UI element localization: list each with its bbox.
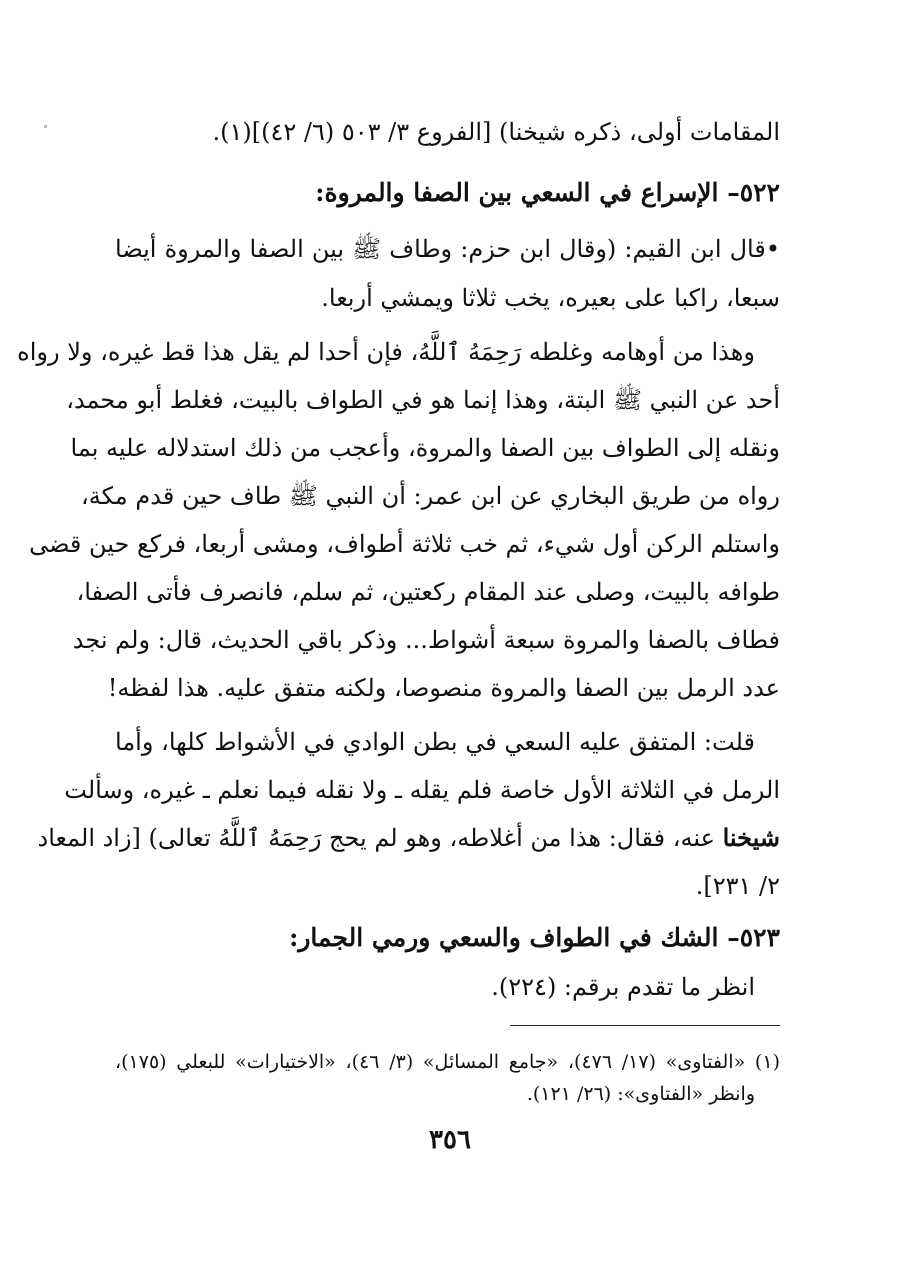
footnote-separator	[510, 1025, 780, 1026]
text-line: ونقله إلى الطواف بين الصفا والمروة، وأعجب من ذلك استدلاله عليه بما	[70, 434, 780, 462]
text-line: أحد عن النبي ﷺ البتة، وهذا إنما هو في الطواف بالبيت، فغلط أبو محمد،	[66, 386, 780, 414]
text-line: الرمل في الثلاثة الأول خاصة فلم يقله ـ ولا نقله فيما نعلم ـ غيره، وسألت	[64, 776, 780, 804]
section-heading-522: ٥٢٢– الإسراع في السعي بين الصفا والمروة:	[315, 178, 780, 207]
section-heading-523: ٥٢٣– الشك في الطواف والسعي ورمي الجمار:	[289, 923, 780, 952]
text-line: طوافه بالبيت، وصلى عند المقام ركعتين، ثم سلم، فانصرف فأتى الصفا،	[76, 578, 780, 606]
text-line: عدد الرمل بين الصفا والمروة منصوصا، ولكنه متفق عليه. هذا لفظه!	[107, 674, 780, 702]
text-line: سبعا، راكبا على بعيره، يخب ثلاثا ويمشي أربعا.	[321, 284, 780, 312]
text-line	[37, 823, 780, 853]
scan-speck	[44, 125, 47, 128]
text-line: قلت: المتفق عليه السعي في بطن الوادي في الأشواط كلها، وأما	[115, 728, 755, 756]
footnote-line: وانظر «الفتاوى»: (٢٦/ ١٢١).	[526, 1083, 755, 1105]
text-line: فطاف بالصفا والمروة سبعة أشواط... وذكر باقي الحديث، قال: ولم نجد	[72, 626, 780, 654]
text-line: انظر ما تقدم برقم: (٢٢٤).	[491, 973, 755, 1001]
text-line: ٢/ ٢٣١].	[695, 872, 780, 900]
page-number: ٣٥٦	[429, 1125, 471, 1155]
text-line: واستلم الركن أول شيء، ثم خب ثلاثة أطواف، ومشى أربعا، فركع حين قضى	[29, 530, 780, 558]
text-line: المقامات أولى، ذكره شيخنا) [الفروع ٣/ ٥٠٣ (٦/ ٤٢)](١).	[212, 118, 780, 146]
text-line: وهذا من أوهامه وغلطه رَحِمَهُ ٱللَّهُ، فإن أحدا لم يقل هذا قط غيره، ولا رواه	[17, 338, 755, 366]
text-run: عنه، فقال: هذا من أغلاطه، وهو لم يحج رَحِمَهُ ٱللَّهُ تعالى) [زاد المعاد	[37, 824, 723, 852]
bold-term: شيخنا	[722, 823, 780, 852]
footnote-line: (١) «الفتاوى» (١٧/ ٤٧٦)، «جامع المسائل» (٣/ ٤٦)، «الاختيارات» للبعلي (١٧٥)،	[115, 1051, 780, 1073]
text-line: رواه من طريق البخاري عن ابن عمر: أن النبي ﷺ طاف حين قدم مكة،	[81, 482, 780, 510]
text-line: •قال ابن القيم: (وقال ابن حزم: وطاف ﷺ بين الصفا والمروة أيضا	[115, 235, 780, 263]
